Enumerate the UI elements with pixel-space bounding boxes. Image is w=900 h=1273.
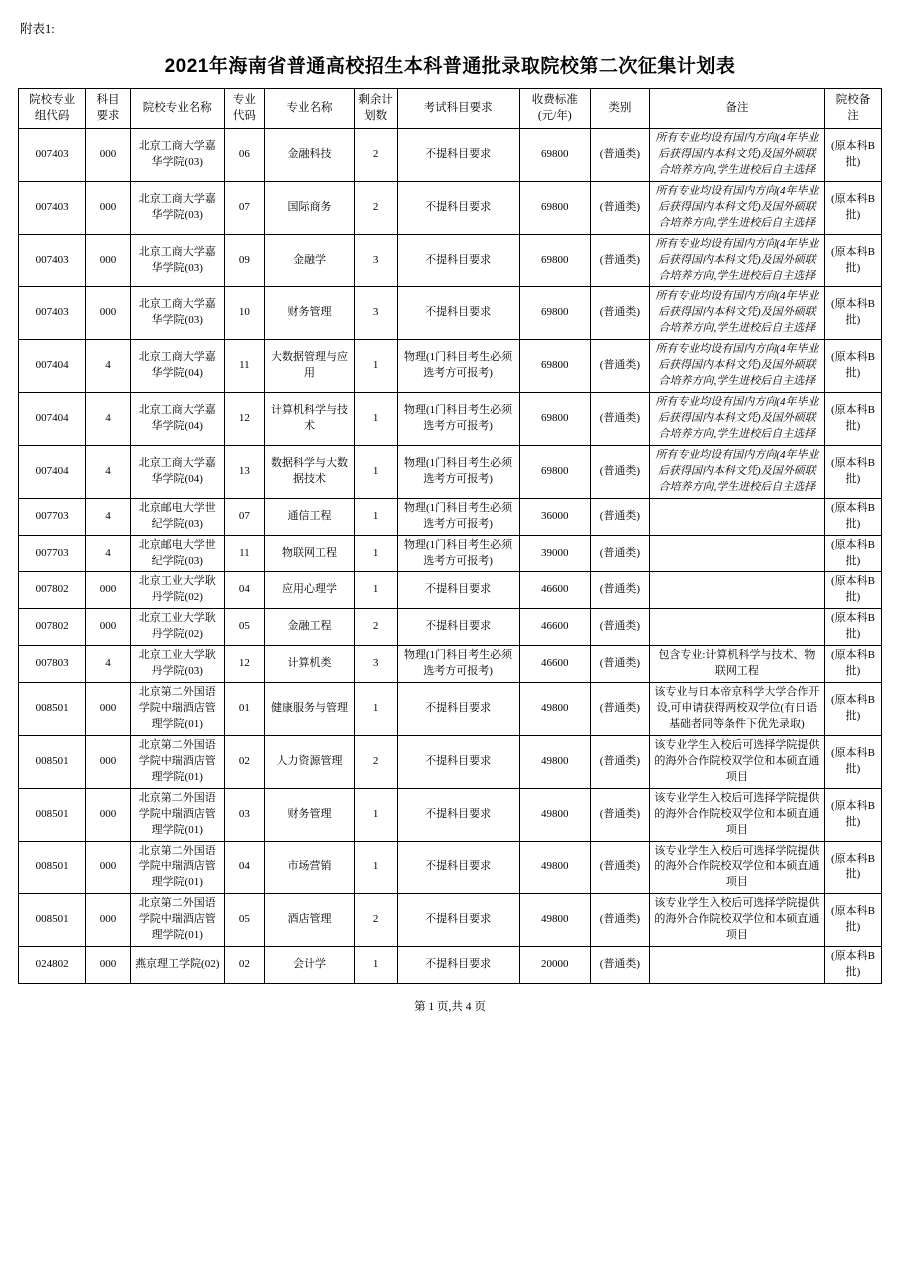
table-row — [19, 609, 882, 646]
cell-fee-standard: 49800 — [519, 735, 590, 788]
cell-category: (普通类) — [590, 340, 649, 393]
cell-school-note: (原本科B批) — [824, 445, 881, 498]
cell-major-name: 金融学 — [265, 234, 355, 287]
cell-school-note: (原本科B批) — [824, 683, 881, 736]
table-row — [19, 340, 882, 393]
cell-major-code: 07 — [224, 181, 265, 234]
cell-major-name: 国际商务 — [265, 181, 355, 234]
cell-school-name: 北京工商大学嘉华学院(04) — [130, 445, 224, 498]
cell-school-note: (原本科B批) — [824, 129, 881, 182]
cell-remark: 该专业学生入校后可选择学院提供的海外合作院校双学位和本硕直通项目 — [649, 894, 824, 947]
cell-fee-standard: 69800 — [519, 129, 590, 182]
cell-exam-requirement: 不提科目要求 — [397, 947, 519, 984]
cell-group-code: 008501 — [19, 683, 86, 736]
cell-exam-requirement: 不提科目要求 — [397, 894, 519, 947]
cell-group-code: 008501 — [19, 841, 86, 894]
attachment-label: 附表1: — [20, 22, 55, 36]
cell-school-name: 北京工商大学嘉华学院(04) — [130, 393, 224, 446]
cell-major-code: 12 — [224, 393, 265, 446]
cell-major-code: 07 — [224, 498, 265, 535]
cell-exam-requirement: 物理(1门科目考生必须选考方可报考) — [397, 646, 519, 683]
cell-fee-standard: 49800 — [519, 894, 590, 947]
cell-school-note: (原本科B批) — [824, 646, 881, 683]
cell-school-note: (原本科B批) — [824, 340, 881, 393]
cell-school-note: (原本科B批) — [824, 572, 881, 609]
cell-remaining-plan: 2 — [354, 609, 397, 646]
cell-exam-requirement: 物理(1门科目考生必须选考方可报考) — [397, 445, 519, 498]
cell-fee-standard: 20000 — [519, 947, 590, 984]
cell-fee-standard: 69800 — [519, 287, 590, 340]
cell-group-code: 007403 — [19, 287, 86, 340]
cell-fee-standard: 69800 — [519, 181, 590, 234]
cell-remark — [649, 535, 824, 572]
cell-group-code: 024802 — [19, 947, 86, 984]
table-header — [19, 89, 882, 129]
cell-remaining-plan: 3 — [354, 287, 397, 340]
table-body — [19, 129, 882, 984]
cell-subject-requirement: 000 — [86, 735, 131, 788]
cell-category: (普通类) — [590, 572, 649, 609]
cell-major-name: 会计学 — [265, 947, 355, 984]
cell-school-name: 北京工业大学耿丹学院(03) — [130, 646, 224, 683]
cell-major-name: 通信工程 — [265, 498, 355, 535]
cell-major-code: 02 — [224, 735, 265, 788]
cell-group-code: 007803 — [19, 646, 86, 683]
cell-remaining-plan: 1 — [354, 947, 397, 984]
cell-school-note: (原本科B批) — [824, 535, 881, 572]
cell-major-code: 12 — [224, 646, 265, 683]
table-row — [19, 646, 882, 683]
cell-school-name: 北京第二外国语学院中瑞酒店管理学院(01) — [130, 894, 224, 947]
column-header-4: 专业名称 — [265, 89, 355, 129]
cell-school-name: 北京工商大学嘉华学院(03) — [130, 181, 224, 234]
cell-category: (普通类) — [590, 234, 649, 287]
cell-subject-requirement: 000 — [86, 609, 131, 646]
cell-school-note: (原本科B批) — [824, 841, 881, 894]
table-row — [19, 129, 882, 182]
cell-category: (普通类) — [590, 683, 649, 736]
table-row — [19, 234, 882, 287]
table-row — [19, 287, 882, 340]
cell-group-code: 007703 — [19, 498, 86, 535]
cell-school-note: (原本科B批) — [824, 609, 881, 646]
cell-school-note: (原本科B批) — [824, 735, 881, 788]
cell-major-code: 04 — [224, 841, 265, 894]
cell-exam-requirement: 不提科目要求 — [397, 234, 519, 287]
cell-exam-requirement: 不提科目要求 — [397, 841, 519, 894]
cell-remaining-plan: 2 — [354, 181, 397, 234]
cell-major-name: 计算机科学与技术 — [265, 393, 355, 446]
cell-remaining-plan: 2 — [354, 129, 397, 182]
cell-school-name: 北京第二外国语学院中瑞酒店管理学院(01) — [130, 788, 224, 841]
cell-major-name: 健康服务与管理 — [265, 683, 355, 736]
cell-group-code: 007404 — [19, 340, 86, 393]
cell-fee-standard: 69800 — [519, 445, 590, 498]
cell-fee-standard: 36000 — [519, 498, 590, 535]
cell-category: (普通类) — [590, 498, 649, 535]
column-header-7: 收费标准 (元/年) — [519, 89, 590, 129]
cell-remaining-plan: 1 — [354, 498, 397, 535]
page-title: 2021年海南省普通高校招生本科普通批录取院校第二次征集计划表 — [164, 56, 736, 77]
cell-group-code: 008501 — [19, 735, 86, 788]
cell-major-code: 04 — [224, 572, 265, 609]
cell-school-name: 北京第二外国语学院中瑞酒店管理学院(01) — [130, 841, 224, 894]
cell-remaining-plan: 1 — [354, 393, 397, 446]
cell-major-name: 金融科技 — [265, 129, 355, 182]
cell-remaining-plan: 2 — [354, 894, 397, 947]
cell-subject-requirement: 4 — [86, 393, 131, 446]
cell-major-name: 财务管理 — [265, 287, 355, 340]
cell-category: (普通类) — [590, 181, 649, 234]
cell-fee-standard: 69800 — [519, 393, 590, 446]
cell-major-name: 市场营销 — [265, 841, 355, 894]
cell-group-code: 007404 — [19, 393, 86, 446]
cell-subject-requirement: 000 — [86, 181, 131, 234]
column-header-0: 院校专业 组代码 — [19, 89, 86, 129]
cell-group-code: 007802 — [19, 572, 86, 609]
cell-subject-requirement: 000 — [86, 894, 131, 947]
cell-fee-standard: 69800 — [519, 234, 590, 287]
cell-remark — [649, 498, 824, 535]
cell-remaining-plan: 1 — [354, 340, 397, 393]
column-header-10: 院校备 注 — [824, 89, 881, 129]
cell-exam-requirement: 不提科目要求 — [397, 609, 519, 646]
cell-remaining-plan: 1 — [354, 683, 397, 736]
cell-remaining-plan: 1 — [354, 535, 397, 572]
cell-remark: 所有专业均设有国内方向(4年毕业后获得国内本科文凭)及国外硕联合培养方向,学生进校后自主选择 — [649, 445, 824, 498]
cell-subject-requirement: 000 — [86, 947, 131, 984]
cell-group-code: 007403 — [19, 181, 86, 234]
cell-school-note: (原本科B批) — [824, 181, 881, 234]
cell-remark: 所有专业均设有国内方向(4年毕业后获得国内本科文凭)及国外硕联合培养方向,学生进校后自主选择 — [649, 181, 824, 234]
cell-fee-standard: 46600 — [519, 572, 590, 609]
cell-category: (普通类) — [590, 894, 649, 947]
cell-school-name: 燕京理工学院(02) — [130, 947, 224, 984]
cell-major-code: 01 — [224, 683, 265, 736]
cell-subject-requirement: 000 — [86, 287, 131, 340]
cell-major-code: 05 — [224, 894, 265, 947]
cell-major-name: 物联网工程 — [265, 535, 355, 572]
cell-category: (普通类) — [590, 735, 649, 788]
table-row — [19, 788, 882, 841]
cell-category: (普通类) — [590, 129, 649, 182]
cell-exam-requirement: 物理(1门科目考生必须选考方可报考) — [397, 498, 519, 535]
cell-group-code: 007802 — [19, 609, 86, 646]
cell-category: (普通类) — [590, 535, 649, 572]
cell-category: (普通类) — [590, 393, 649, 446]
cell-group-code: 007403 — [19, 234, 86, 287]
table-row — [19, 572, 882, 609]
cell-category: (普通类) — [590, 841, 649, 894]
cell-exam-requirement: 不提科目要求 — [397, 181, 519, 234]
cell-major-code: 09 — [224, 234, 265, 287]
cell-exam-requirement: 物理(1门科目考生必须选考方可报考) — [397, 340, 519, 393]
cell-major-name: 应用心理学 — [265, 572, 355, 609]
cell-remaining-plan: 1 — [354, 841, 397, 894]
cell-school-note: (原本科B批) — [824, 234, 881, 287]
cell-exam-requirement: 不提科目要求 — [397, 572, 519, 609]
cell-remark: 所有专业均设有国内方向(4年毕业后获得国内本科文凭)及国外硕联合培养方向,学生进校后自主选择 — [649, 393, 824, 446]
cell-category: (普通类) — [590, 609, 649, 646]
cell-school-name: 北京工商大学嘉华学院(03) — [130, 129, 224, 182]
cell-subject-requirement: 000 — [86, 788, 131, 841]
cell-category: (普通类) — [590, 788, 649, 841]
cell-category: (普通类) — [590, 646, 649, 683]
cell-group-code: 008501 — [19, 788, 86, 841]
cell-remaining-plan: 3 — [354, 646, 397, 683]
cell-subject-requirement: 000 — [86, 129, 131, 182]
table-row — [19, 445, 882, 498]
cell-major-code: 11 — [224, 340, 265, 393]
cell-school-name: 北京第二外国语学院中瑞酒店管理学院(01) — [130, 683, 224, 736]
cell-subject-requirement: 000 — [86, 572, 131, 609]
cell-category: (普通类) — [590, 445, 649, 498]
column-header-3: 专业 代码 — [224, 89, 265, 129]
cell-exam-requirement: 不提科目要求 — [397, 287, 519, 340]
cell-remark: 所有专业均设有国内方向(4年毕业后获得国内本科文凭)及国外硕联合培养方向,学生进校后自主选择 — [649, 129, 824, 182]
cell-school-note: (原本科B批) — [824, 947, 881, 984]
cell-remark: 该专业与日本帝京科学大学合作开设,可申请获得两校双学位(有日语基础者同等条件下优先录取) — [649, 683, 824, 736]
column-header-2: 院校专业名称 — [130, 89, 224, 129]
cell-school-name: 北京工商大学嘉华学院(04) — [130, 340, 224, 393]
cell-exam-requirement: 物理(1门科目考生必须选考方可报考) — [397, 535, 519, 572]
cell-school-name: 北京工商大学嘉华学院(03) — [130, 234, 224, 287]
cell-exam-requirement: 物理(1门科目考生必须选考方可报考) — [397, 393, 519, 446]
cell-major-name: 计算机类 — [265, 646, 355, 683]
cell-group-code: 007703 — [19, 535, 86, 572]
cell-fee-standard: 49800 — [519, 788, 590, 841]
table-row — [19, 735, 882, 788]
table-header-row — [19, 89, 882, 129]
cell-school-note: (原本科B批) — [824, 788, 881, 841]
cell-major-name: 酒店管理 — [265, 894, 355, 947]
cell-subject-requirement: 4 — [86, 445, 131, 498]
cell-exam-requirement: 不提科目要求 — [397, 129, 519, 182]
cell-fee-standard: 39000 — [519, 535, 590, 572]
cell-school-note: (原本科B批) — [824, 498, 881, 535]
cell-exam-requirement: 不提科目要求 — [397, 735, 519, 788]
table-row — [19, 947, 882, 984]
cell-major-code: 11 — [224, 535, 265, 572]
cell-remaining-plan: 1 — [354, 788, 397, 841]
cell-remark: 所有专业均设有国内方向(4年毕业后获得国内本科文凭)及国外硕联合培养方向,学生进校后自主选择 — [649, 287, 824, 340]
cell-group-code: 007403 — [19, 129, 86, 182]
table-row — [19, 535, 882, 572]
cell-major-name: 财务管理 — [265, 788, 355, 841]
cell-subject-requirement: 4 — [86, 340, 131, 393]
cell-category: (普通类) — [590, 947, 649, 984]
cell-school-name: 北京邮电大学世纪学院(03) — [130, 535, 224, 572]
cell-remaining-plan: 3 — [354, 234, 397, 287]
cell-group-code: 008501 — [19, 894, 86, 947]
cell-major-name: 大数据管理与应用 — [265, 340, 355, 393]
cell-school-name: 北京工业大学耿丹学院(02) — [130, 609, 224, 646]
column-header-1: 科目 要求 — [86, 89, 131, 129]
table-row — [19, 393, 882, 446]
cell-category: (普通类) — [590, 287, 649, 340]
cell-remark: 该专业学生入校后可选择学院提供的海外合作院校双学位和本硕直通项目 — [649, 841, 824, 894]
cell-fee-standard: 46600 — [519, 609, 590, 646]
cell-major-name: 金融工程 — [265, 609, 355, 646]
cell-fee-standard: 69800 — [519, 340, 590, 393]
cell-school-note: (原本科B批) — [824, 287, 881, 340]
column-header-5: 剩余计 划数 — [354, 89, 397, 129]
cell-school-name: 北京工业大学耿丹学院(02) — [130, 572, 224, 609]
cell-fee-standard: 49800 — [519, 841, 590, 894]
cell-subject-requirement: 000 — [86, 234, 131, 287]
admission-plan-table — [18, 88, 882, 984]
table-row — [19, 841, 882, 894]
cell-remaining-plan: 1 — [354, 445, 397, 498]
cell-remark — [649, 947, 824, 984]
cell-major-code: 05 — [224, 609, 265, 646]
cell-fee-standard: 46600 — [519, 646, 590, 683]
table-row — [19, 181, 882, 234]
column-header-6: 考试科目要求 — [397, 89, 519, 129]
cell-remark: 所有专业均设有国内方向(4年毕业后获得国内本科文凭)及国外硕联合培养方向,学生进校后自主选择 — [649, 234, 824, 287]
cell-major-code: 06 — [224, 129, 265, 182]
cell-remaining-plan: 2 — [354, 735, 397, 788]
cell-major-name: 人力资源管理 — [265, 735, 355, 788]
cell-major-code: 02 — [224, 947, 265, 984]
cell-major-code: 10 — [224, 287, 265, 340]
cell-school-note: (原本科B批) — [824, 894, 881, 947]
cell-school-name: 北京第二外国语学院中瑞酒店管理学院(01) — [130, 735, 224, 788]
cell-exam-requirement: 不提科目要求 — [397, 683, 519, 736]
cell-school-note: (原本科B批) — [824, 393, 881, 446]
cell-subject-requirement: 4 — [86, 646, 131, 683]
cell-remaining-plan: 1 — [354, 572, 397, 609]
cell-subject-requirement: 000 — [86, 841, 131, 894]
cell-school-name: 北京邮电大学世纪学院(03) — [130, 498, 224, 535]
table-row — [19, 498, 882, 535]
cell-subject-requirement: 4 — [86, 535, 131, 572]
cell-subject-requirement: 4 — [86, 498, 131, 535]
cell-major-name: 数据科学与大数据技术 — [265, 445, 355, 498]
cell-remark — [649, 572, 824, 609]
cell-school-name: 北京工商大学嘉华学院(03) — [130, 287, 224, 340]
page-footer: 第 1 页,共 4 页 — [414, 1001, 486, 1014]
cell-major-code: 03 — [224, 788, 265, 841]
column-header-8: 类别 — [590, 89, 649, 129]
column-header-9: 备注 — [649, 89, 824, 129]
cell-exam-requirement: 不提科目要求 — [397, 788, 519, 841]
cell-remark: 包含专业:计算机科学与技术、物联网工程 — [649, 646, 824, 683]
cell-remark: 该专业学生入校后可选择学院提供的海外合作院校双学位和本硕直通项目 — [649, 735, 824, 788]
cell-major-code: 13 — [224, 445, 265, 498]
table-row — [19, 894, 882, 947]
cell-remark: 所有专业均设有国内方向(4年毕业后获得国内本科文凭)及国外硕联合培养方向,学生进校后自主选择 — [649, 340, 824, 393]
cell-remark: 该专业学生入校后可选择学院提供的海外合作院校双学位和本硕直通项目 — [649, 788, 824, 841]
cell-group-code: 007404 — [19, 445, 86, 498]
cell-fee-standard: 49800 — [519, 683, 590, 736]
table-row — [19, 683, 882, 736]
cell-remark — [649, 609, 824, 646]
cell-subject-requirement: 000 — [86, 683, 131, 736]
